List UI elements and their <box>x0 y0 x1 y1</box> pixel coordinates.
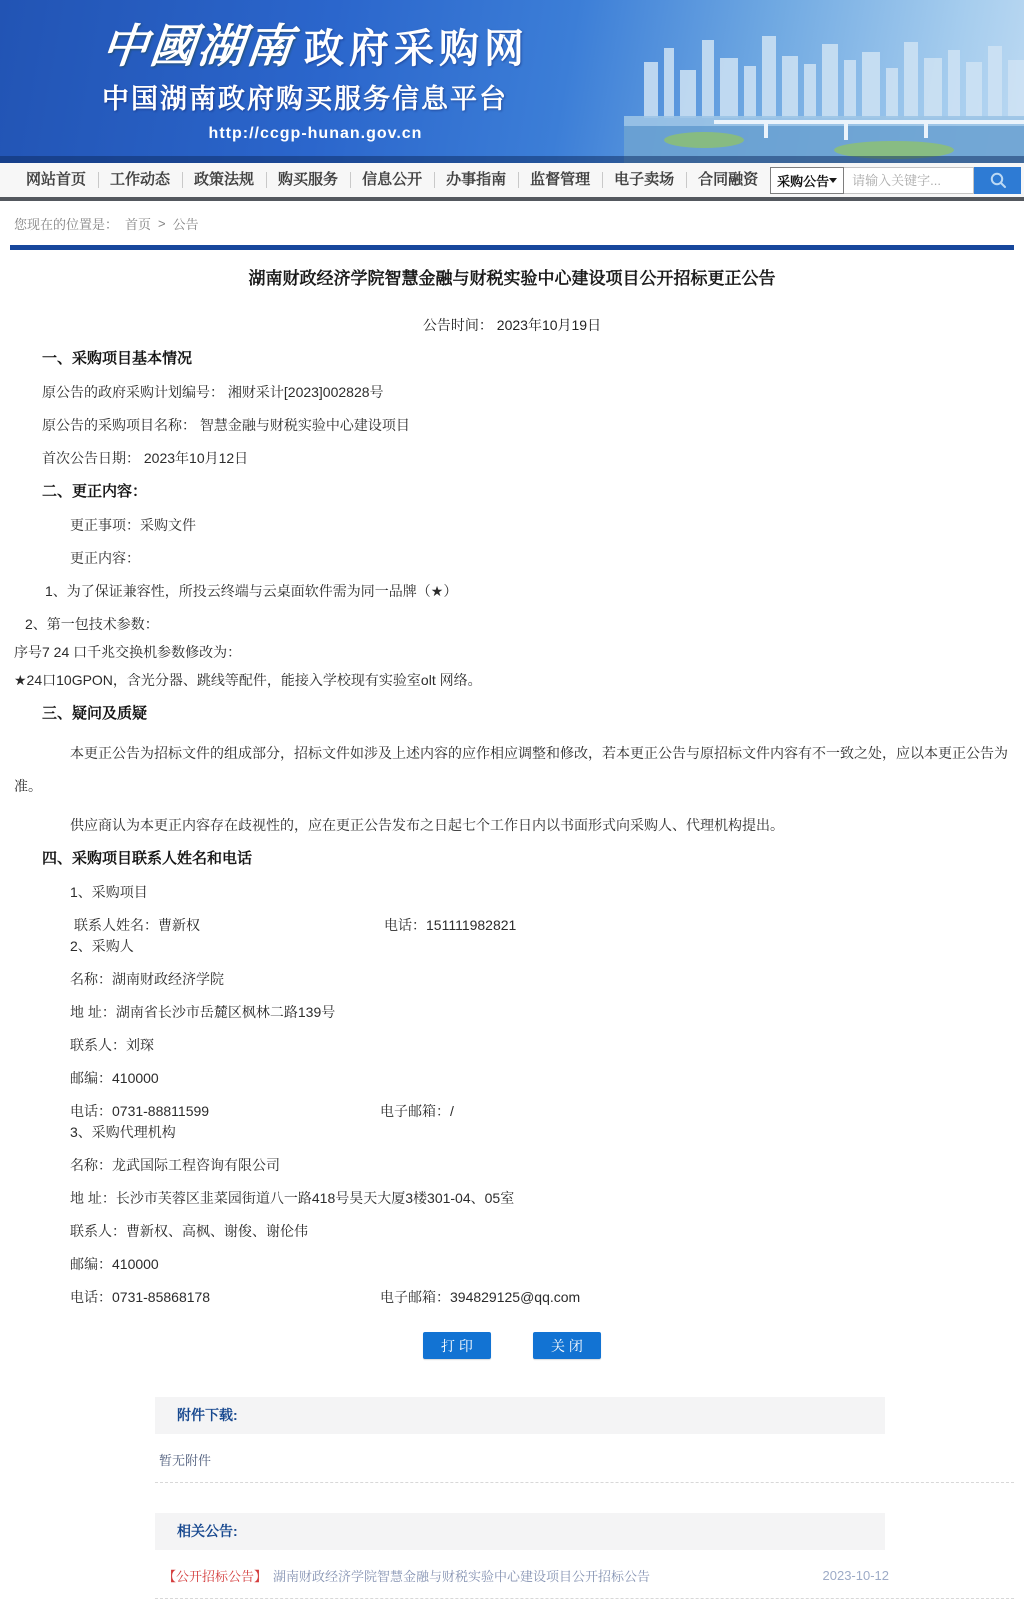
original-project-name: 原公告的采购项目名称： 智慧金融与财税实验中心建设项目 <box>42 417 410 433</box>
nav-item-info-disclosure[interactable]: 信息公开 <box>350 169 434 191</box>
logo-main-text: 政府采购网 <box>304 27 529 71</box>
close-button[interactable]: 关 闭 <box>533 1332 601 1359</box>
breadcrumb-separator: > <box>158 216 166 231</box>
purchaser-contact: 联系人：刘琛 <box>70 1037 154 1053</box>
search-category-value: 采购公告 <box>777 173 830 189</box>
page-title: 湖南财政经济学院智慧金融与财税实验中心建设项目公开招标更正公告 <box>248 269 776 288</box>
agency-label: 3、采购代理机构 <box>70 1124 176 1140</box>
agency-telephone: 电话：0731-85868178 <box>70 1289 211 1305</box>
purchaser-address: 地 址：湖南省长沙市岳麓区枫林二路139号 <box>70 1004 336 1020</box>
correction-item: 更正事项：采购文件 <box>70 517 196 533</box>
announcement-article <box>0 267 1024 1599</box>
purchaser-label: 2、采购人 <box>70 938 134 954</box>
attachments-section <box>155 1397 1014 1483</box>
site-url: http://ccgp-hunan.gov.cn <box>208 125 423 142</box>
breadcrumb-current[interactable]: 公告 <box>172 217 199 232</box>
main-nav <box>0 163 1024 201</box>
correction-point-1: 1、为了保证兼容性，所投云终端与云桌面软件需为同一品牌（★） <box>45 583 458 599</box>
correction-point-2: 2、第一包技术参数： <box>25 616 159 632</box>
city-skyline-image <box>464 0 1024 163</box>
site-banner <box>0 0 1024 163</box>
logo-calligraphy-text: 中國湖南 <box>99 19 297 73</box>
section-3-paragraph-1: 本更正公告为招标文件的组成部分，招标文件如涉及上述内容的应作相应调整和修改，若本更正公告与原招标文件内容有不一致之处，应以本更正公告为准。 <box>14 745 1008 794</box>
nav-menu <box>14 169 770 191</box>
purchaser-telephone: 电话：0731-88811599 <box>70 1103 210 1119</box>
related-announcement-tag: 【公开招标公告】 <box>163 1569 268 1584</box>
related-announcement-date: 2023-10-12 <box>822 1568 889 1583</box>
correction-point-2-detail-1: 序号7 24 口千兆交换机参数修改为： <box>14 644 242 660</box>
correction-content-label: 更正内容： <box>70 550 140 566</box>
site-subtitle: 中国湖南政府购买服务信息平台 <box>102 84 508 114</box>
purchaser-tel-row <box>70 1101 1010 1122</box>
related-header: 相关公告: <box>155 1513 885 1550</box>
nav-item-policies[interactable]: 政策法规 <box>182 169 266 191</box>
related-announcement-row <box>159 1566 889 1585</box>
nav-item-home[interactable]: 网站首页 <box>26 171 87 188</box>
section-4-heading: 四、采购项目联系人姓名和电话 <box>42 850 253 867</box>
action-button-row <box>14 1332 1010 1359</box>
attachments-header: 附件下载: <box>155 1397 885 1434</box>
purchaser-name: 名称：湖南财政经济学院 <box>70 971 224 987</box>
breadcrumb <box>0 201 1024 245</box>
related-announcements-section <box>155 1513 1014 1599</box>
section-1-heading: 一、采购项目基本情况 <box>42 350 193 367</box>
project-contact-name: 联系人姓名：曹新权 <box>74 917 200 933</box>
section-3-paragraph-2: 供应商认为本更正内容存在歧视性的，应在更正公告发布之日起七个工作日内以书面形式向采购人、代理机构提出。 <box>70 817 784 833</box>
nav-item-contract-finance[interactable]: 合同融资 <box>686 169 770 191</box>
print-button[interactable]: 打 印 <box>423 1332 491 1359</box>
agency-name: 名称：龙武国际工程咨询有限公司 <box>70 1157 280 1173</box>
breadcrumb-prefix: 您现在的位置是： <box>14 217 119 232</box>
search-icon <box>989 171 1007 189</box>
purchaser-email: 电子邮箱：/ <box>380 1103 454 1119</box>
project-contact-row <box>74 915 1010 936</box>
search-input[interactable] <box>844 167 974 194</box>
contact-project-label: 1、采购项目 <box>70 884 148 900</box>
search-button[interactable] <box>974 167 1021 194</box>
chevron-down-icon <box>829 178 837 183</box>
agency-address: 地 址：长沙市芙蓉区韭菜园街道八一路418号昊天大厦3楼301-04、05室 <box>70 1190 515 1206</box>
dashed-divider <box>155 1482 1014 1483</box>
agency-tel-row <box>70 1287 1010 1308</box>
purchaser-zip: 邮编：410000 <box>70 1070 159 1086</box>
original-plan-number: 原公告的政府采购计划编号： 湘财采计[2023]002828号 <box>42 384 384 400</box>
nav-item-guide[interactable]: 办事指南 <box>434 169 518 191</box>
first-announcement-date: 首次公告日期： 2023年10月12日 <box>42 450 249 466</box>
correction-point-2-detail-2: ★24口10GPON，含光分器、跳线等配件，能接入学校现有实验室olt 网络。 <box>14 672 482 688</box>
attachments-empty-text: 暂无附件 <box>159 1453 212 1468</box>
nav-item-work-news[interactable]: 工作动态 <box>98 169 182 191</box>
section-3-heading: 三、疑问及质疑 <box>42 705 148 722</box>
nav-item-e-market[interactable]: 电子卖场 <box>602 169 686 191</box>
section-2-heading: 二、更正内容： <box>42 483 148 500</box>
related-announcement-link[interactable]: 湖南财政经济学院智慧金融与财税实验中心建设项目公开招标公告 <box>273 1569 651 1584</box>
search-category-select[interactable] <box>770 167 844 194</box>
nav-item-purchase-service[interactable]: 购买服务 <box>266 169 350 191</box>
project-contact-phone: 电话：151111982821 <box>384 917 517 933</box>
site-logo <box>99 19 529 143</box>
search-bar <box>770 167 1021 194</box>
breadcrumb-home-link[interactable]: 首页 <box>125 217 152 232</box>
agency-contact: 联系人：曹新权、高枫、谢俊、谢伦伟 <box>70 1223 308 1239</box>
publish-time: 公告时间： 2023年10月19日 <box>422 317 602 333</box>
agency-email: 电子邮箱：394829125@qq.com <box>380 1289 581 1305</box>
nav-item-supervision[interactable]: 监督管理 <box>518 169 602 191</box>
agency-zip: 邮编：410000 <box>70 1256 159 1272</box>
accent-divider-bar <box>10 245 1014 250</box>
